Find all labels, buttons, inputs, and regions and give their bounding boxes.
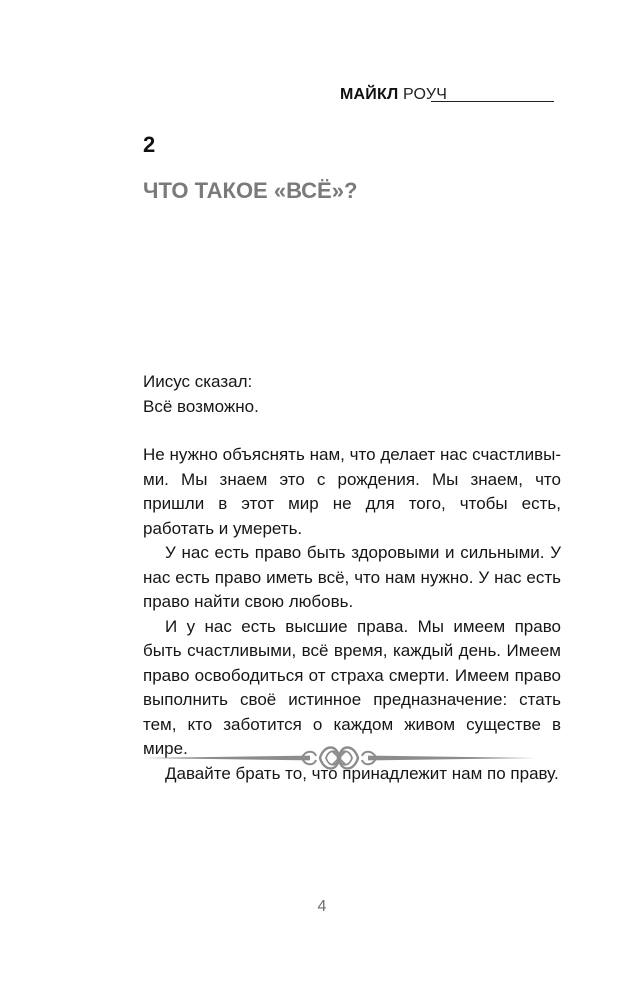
knot-divider-ornament-icon bbox=[142, 740, 536, 776]
paragraph: Давайте брать то, что принадлежит нам по праву. bbox=[165, 763, 559, 783]
chapter-title: ЧТО ТАКОЕ «ВСЁ»? bbox=[143, 178, 358, 203]
body-text bbox=[143, 443, 561, 786]
epigraph bbox=[143, 370, 561, 419]
ornament-svg bbox=[142, 740, 536, 776]
running-head-rule bbox=[431, 101, 554, 102]
author-name bbox=[340, 85, 447, 105]
page-number: 4 bbox=[317, 898, 327, 915]
paragraph: Не нужно объяснять нам, что делает нас счастливыми. Мы знаем это с рождения. Мы знаем, что пришли в этот мир не для того, чтобы есть, работать и умереть. bbox=[143, 445, 561, 538]
author-last-name: РОУЧ bbox=[403, 86, 448, 103]
chapter-number: 2 bbox=[143, 132, 156, 157]
page-content bbox=[143, 370, 561, 786]
epigraph-line: Иисус сказал: bbox=[143, 372, 253, 391]
paragraph: У нас есть право быть здоровыми и сильными. У нас есть право иметь всё, что нам нужно. У нас есть право найти свою любовь. bbox=[143, 543, 561, 611]
running-head bbox=[340, 85, 554, 105]
epigraph-line: Всё возможно. bbox=[143, 396, 259, 416]
author-first-name: МАЙКЛ bbox=[340, 86, 399, 103]
paragraph: И у нас есть высшие права. Мы имеем право быть счастливыми, всё время, каждый день. Имеем право освободиться от страха смерти. Имеем право выполнить своё истинное предназначение: стать тем, кто заботится о каждом живом существе в мире. bbox=[143, 616, 561, 758]
